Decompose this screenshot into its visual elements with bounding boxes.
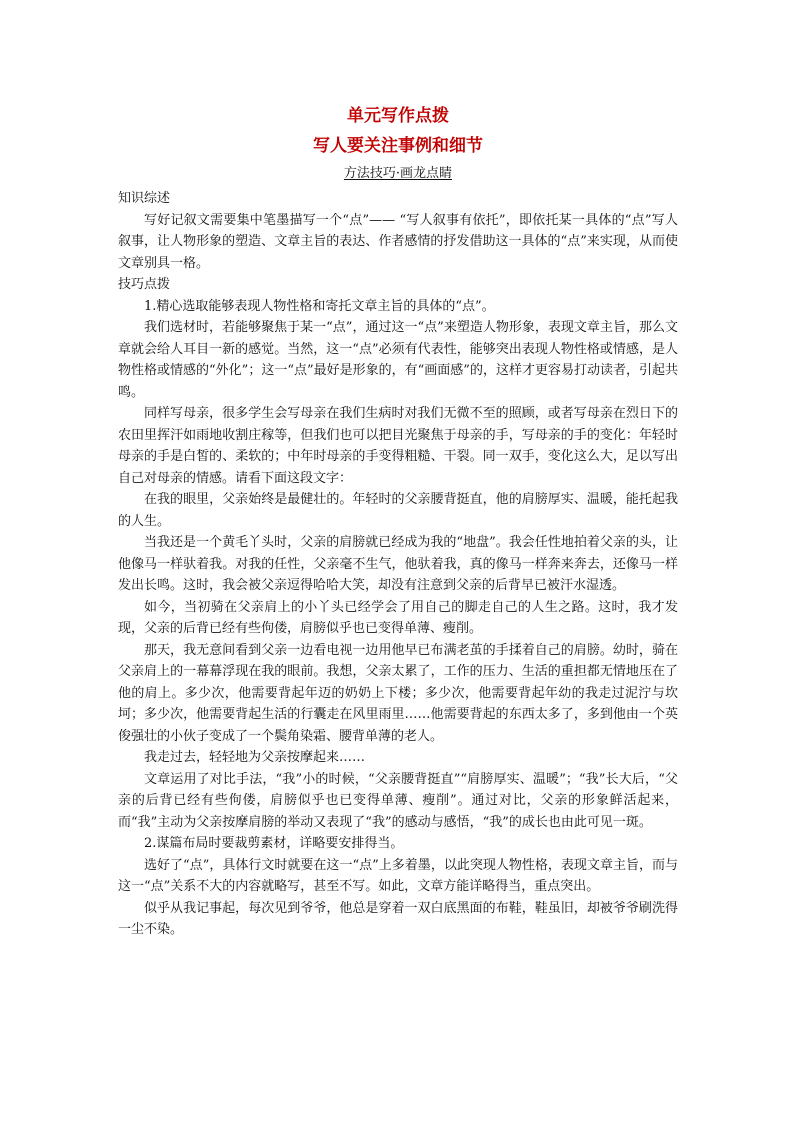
example-paragraph: 那天，我无意间看到父亲一边看电视一边用他早已布满老茧的手揉着自己的肩膀。幼时，骑在父亲肩上的一幕幕浮现在我的眼前。我想，父亲太累了，工作的压力、生活的重担都无情地压在了他的肩上。多少次，他需要背起年迈的奶奶上下楼；多少次，他需要背起年幼的我走过泥泞与坎坷；多少次，他需要背起生活的行囊走在风里雨里……他需要背起的东西太多了，多到他由一个英俊强壮的小伙子变成了一个鬓角染霜、腰背单薄的老人。 [118,642,678,744]
tip-heading-2: 2.谋篇布局时要裁剪素材，详略要安排得当。 [144,836,404,851]
paragraph: 选好了“点”，具体行文时就要在这一“点”上多着墨，以此突现人物性格，表现文章主旨，而与这一“点”关系不大的内容就略写，甚至不写。如此，文章方能详略得当，重点突出。 [118,857,678,894]
section-heading-tips: 技巧点拨 [118,277,171,292]
paragraph: 写好记叙文需要集中笔墨描写一个“点”—— “写人叙事有依托”，即依托某一具体的“点”写人叙事，让人物形象的塑造、文章主旨的表达、作者感情的抒发借助这一具体的“点”来实现，从而使文章别具一格。 [118,212,678,271]
analysis-paragraph: 文章运用了对比手法，“我”小的时候，“父亲腰背挺直”“肩膀厚实、温暖”；“我”长大后，“父亲的后背已经有些佝偻，肩膀似乎也已变得单薄、瘦削”。通过对比，父亲的形象鲜活起来，而“我”主动为父亲按摩肩膀的举动又表现了“我”的感动与感悟，“我”的成长也由此可见一斑。 [118,771,678,830]
example-paragraph: 如今，当初骑在父亲肩上的小丫头已经学会了用自己的脚走自己的人生之路。这时，我才发现，父亲的后背已经有些佝偻，肩膀似乎也已变得单薄、瘦削。 [118,599,678,636]
section-heading-overview: 知识综述 [118,191,171,206]
example-paragraph: 似乎从我记事起，每次见到爷爷，他总是穿着一双白底黑面的布鞋，鞋虽旧，却被爷爷刷洗得一尘不染。 [118,900,678,937]
example-paragraph: 在我的眼里，父亲始终是最健壮的。年轻时的父亲腰背挺直，他的肩膀厚实、温暖，能托起我的人生。 [118,492,678,529]
document-page [118,104,678,941]
paragraph: 同样写母亲，很多学生会写母亲在我们生病时对我们无微不至的照顾，或者写母亲在烈日下的农田里挥汗如雨地收割庄稼等，但我们也可以把目光聚焦于母亲的手，写母亲的手的变化：年轻时母亲的手是白皙的、柔软的；中年时母亲的手变得粗糙、干裂。同一双手，变化这么大，足以写出自己对母亲的情感。请看下面这段文字： [118,406,678,486]
tip-heading-1: 1.精心选取能够表现人物性格和寄托文章主旨的具体的“点”。 [144,298,495,314]
example-paragraph: 当我还是一个黄毛丫头时，父亲的肩膀就已经成为我的“地盘”。我会任性地拍着父亲的头，让他像马一样驮着我。对我的任性，父亲毫不生气，他驮着我，真的像马一样奔来奔去，还像马一样发出长鸣。这时，我会被父亲逗得哈哈大笑，却没有注意到父亲的后背早已被汗水湿透。 [118,535,678,593]
main-title: 单元写作点拨 [347,106,449,126]
example-paragraph: 我走过去，轻轻地为父亲按摩起来…… [144,750,366,765]
method-heading-text: 方法技巧·画龙点睛 [343,166,453,181]
paragraph: 我们选材时，若能够聚焦于某一“点”，通过这一“点”来塑造人物形象，表现文章主旨，那么文章就会给人耳目一新的感觉。当然，这一“点”必须有代表性，能够突出表现人物性格或情感，是人物性格或情感的“外化”；这一“点”最好是形象的，有“画面感”的，这样才更容易打动读者，引起共鸣。 [118,320,678,400]
subtitle: 写人要关注事例和细节 [313,136,483,156]
method-heading [118,164,678,184]
